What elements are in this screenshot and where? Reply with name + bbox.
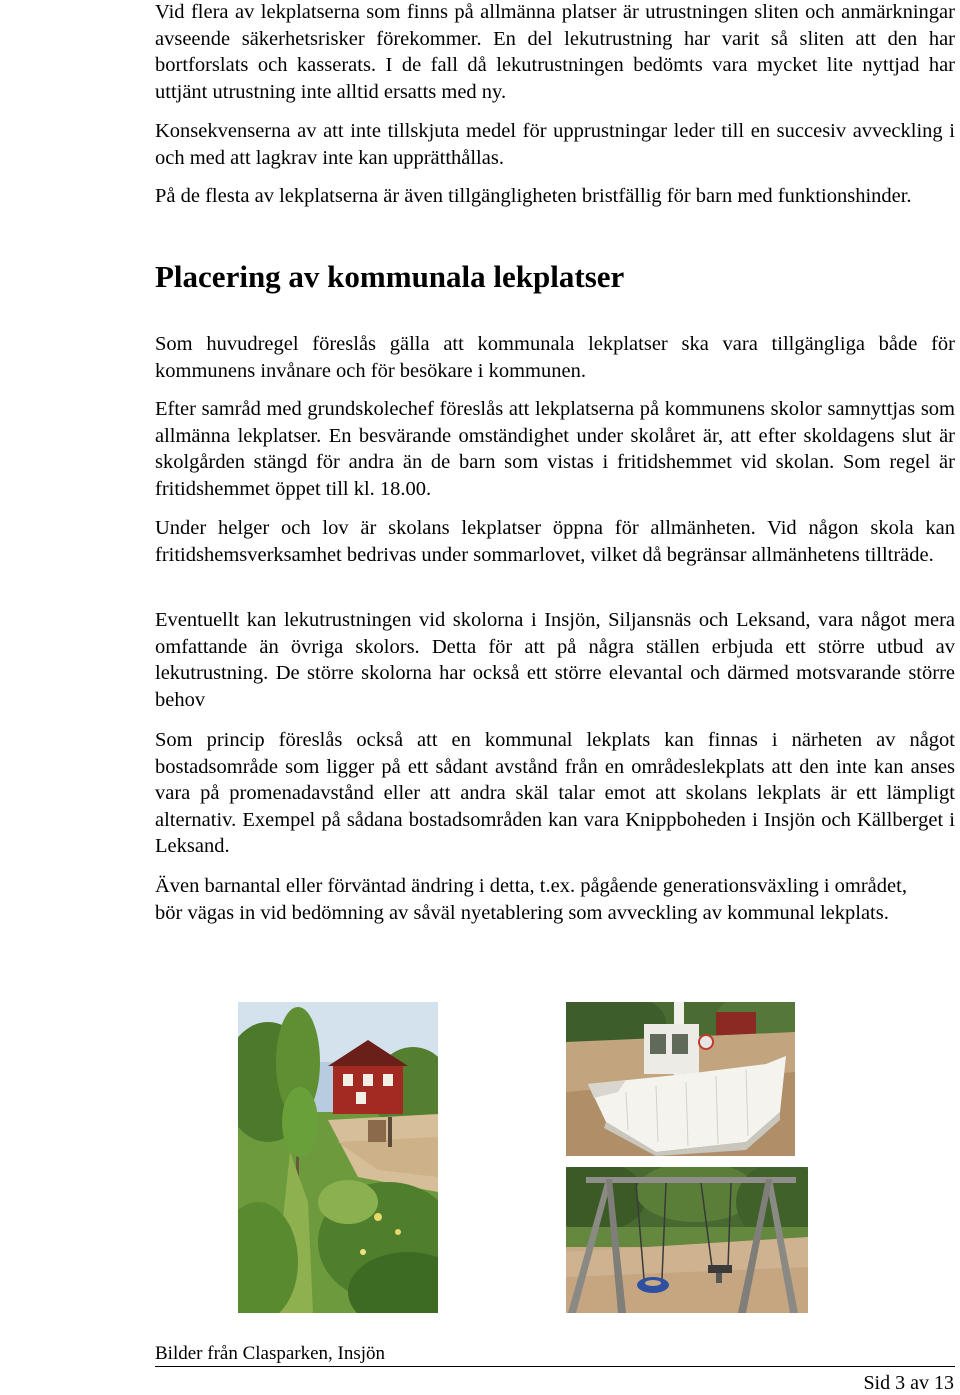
footer-divider — [155, 1366, 955, 1367]
paragraph-holidays: Under helger och lov är skolans lekplatser öppna för allmänheten. Vid någon skola kan fritidshemsverksamhet bedrivas under sommarlovet, vilket då begränsar allmänhetens tillträde. — [155, 517, 955, 566]
wooden-boat-photo — [566, 1002, 795, 1156]
page-number: Sid 3 av 13 — [863, 1372, 954, 1394]
swings-photo — [566, 1167, 808, 1313]
paragraph-worn-equipment: Vid flera av lekplatserna som finns på allmänna platser är utrustningen sliten och anmärkningar avseende säkerhetsrisker förekommer. En del lekutrustning har varit så sliten att den har bortforslats och kasserats. I de fall då lekutrustningen bedömts vara mycket lite nyttjad har uttjänt utrustning inte alltid ersatts med ny. — [155, 1, 955, 103]
paragraph-principle: Som princip föreslås också att en kommunal lekplats kan finnas i närheten av något bostadsområde som ligger på ett sådant avstånd från en områdeslekplats att den inte kan anses vara på promenadavstånd eller att andra skäl talar emot att skolans lekplats är ett lämpligt alternativ. Exempel på sådana bostadsområden kan vara Knippboheden i Insjön och Källberget i Leksand. — [155, 729, 955, 858]
paragraph-consequences: Konsekvenserna av att inte tillskjuta medel för upprustningar leder till en succesiv avveckling i och med att lagkrav inte kan upprätthållas. — [155, 120, 955, 169]
paragraph-larger-schools: Eventuellt kan lekutrustningen vid skolorna i Insjön, Siljansnäs och Leksand, vara något mera omfattande än övriga skolors. Detta för att på några ställen erbjuda ett större utbud av lekutrustning. De större skolorna har också ett större elevantal och därmed motsvarande större behov — [155, 609, 955, 711]
paragraph-child-count: Även barnantal eller förväntad ändring i detta, t.ex. pågående generationsväxling i området, bör vägas in vid bedömning av såväl nyetablering som avveckling av kommunal lekplats. — [155, 875, 907, 924]
paragraph-main-rule: Som huvudregel föreslås gälla att kommunala lekplatser ska vara tillgängliga både för kommunens invånare och för besökare i kommunen. — [155, 333, 955, 382]
garden-path-photo — [238, 1002, 438, 1313]
photo-caption: Bilder från Clasparken, Insjön — [155, 1343, 386, 1364]
paragraph-accessibility: På de flesta av lekplatserna är även tillgängligheten bristfällig för barn med funktionshinder. — [155, 185, 912, 207]
section-heading: Placering av kommunala lekplatser — [155, 259, 625, 294]
paragraph-school-playgrounds: Efter samråd med grundskolechef föreslås att lekplatserna på kommunens skolor samnyttjas som allmänna lekplatser. En besvärande omständighet under skolåret är, att efter skoldagens slut är skolgården stängd för andra än de barn som vistas i fritidshemmet vid skolan. Som regel är fritidshemmet öppet till kl. 18.00. — [155, 398, 955, 500]
